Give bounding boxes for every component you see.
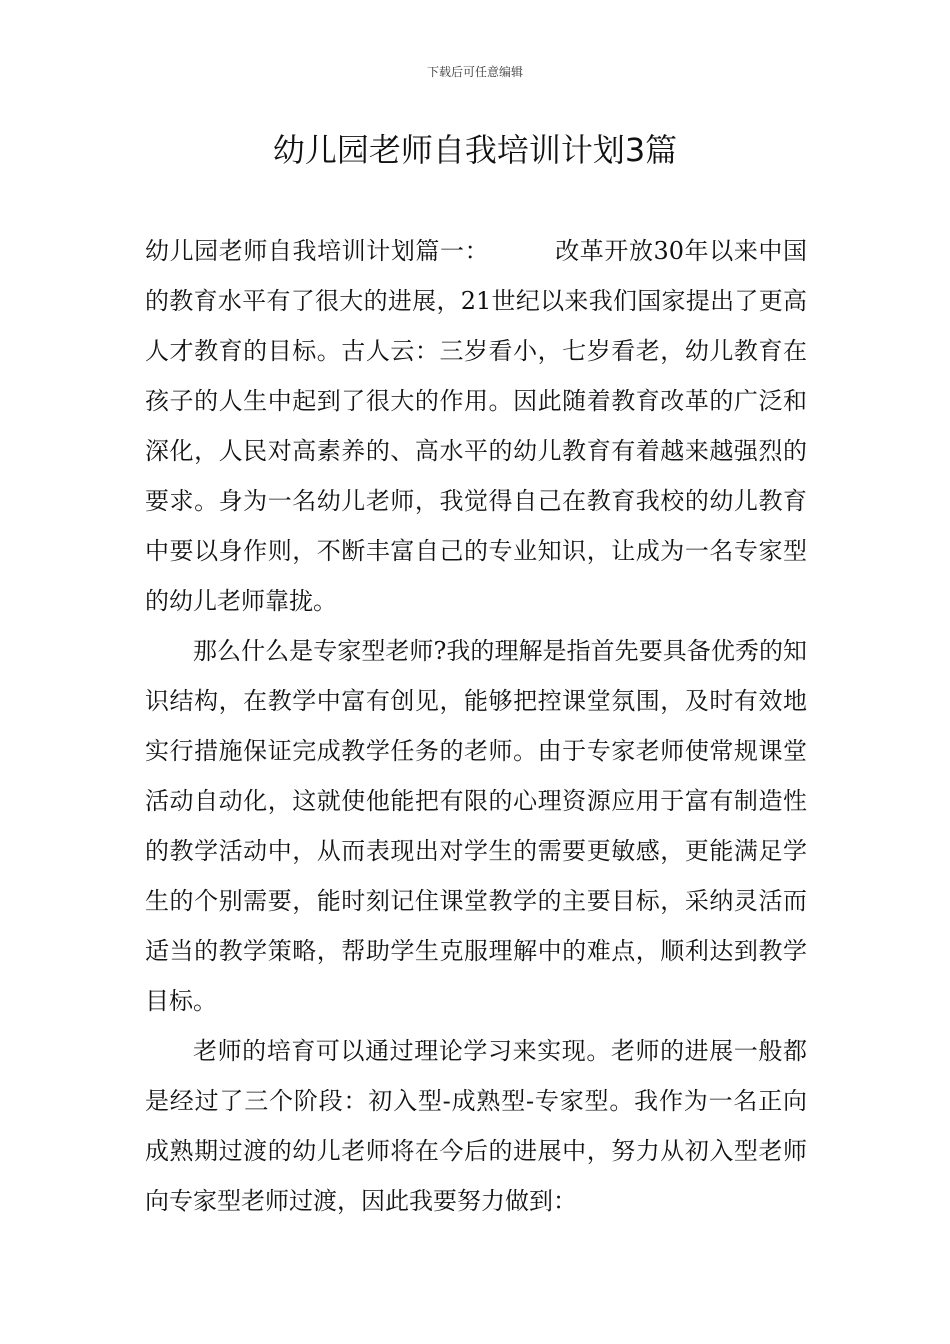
header-note: 下载后可任意编辑	[426, 65, 523, 79]
document-body	[145, 226, 807, 1226]
paragraph-2: 那么什么是专家型老师?我的理解是指首先要具备优秀的知识结构，在教学中富有创见，能够把控课堂氛围，及时有效地实行措施保证完成教学任务的老师。由于专家老师使常规课堂活动自动化，这就使他能把有限的心理资源应用于富有制造性的教学活动中，从而表现出对学生的需要更敏感，更能满足学生的个别需要，能时刻记住课堂教学的主要目标，采纳灵活而适当的教学策略，帮助学生克服理解中的难点，顺利达到教学目标。	[145, 637, 807, 1015]
paragraph-1	[145, 226, 807, 626]
paragraph-3: 老师的培育可以通过理论学习来实现。老师的进展一般都是经过了三个阶段：初入型-成熟型-专家型。我作为一名正向成熟期过渡的幼儿老师将在今后的进展中，努力从初入型老师向专家型老师过渡，因此我要努力做到：	[145, 1037, 807, 1215]
document-title: 幼儿园老师自我培训计划3篇	[272, 131, 678, 169]
plan-heading: 幼儿园老师自我培训计划篇一：	[145, 237, 490, 265]
paragraph-1-text: 改革开放30年以来中国的教育水平有了很大的进展，21世纪以来我们国家提出了更高人才教育的目标。古人云：三岁看小，七岁看老，幼儿教育在孩子的人生中起到了很大的作用。因此随着教育改革的广泛和深化，人民对高素养的、高水平的幼儿教育有着越来越强烈的要求。身为一名幼儿老师，我觉得自己在教育我校的幼儿教育中要以身作则，不断丰富自己的专业知识，让成为一名专家型的幼儿老师靠拢。	[145, 237, 808, 615]
